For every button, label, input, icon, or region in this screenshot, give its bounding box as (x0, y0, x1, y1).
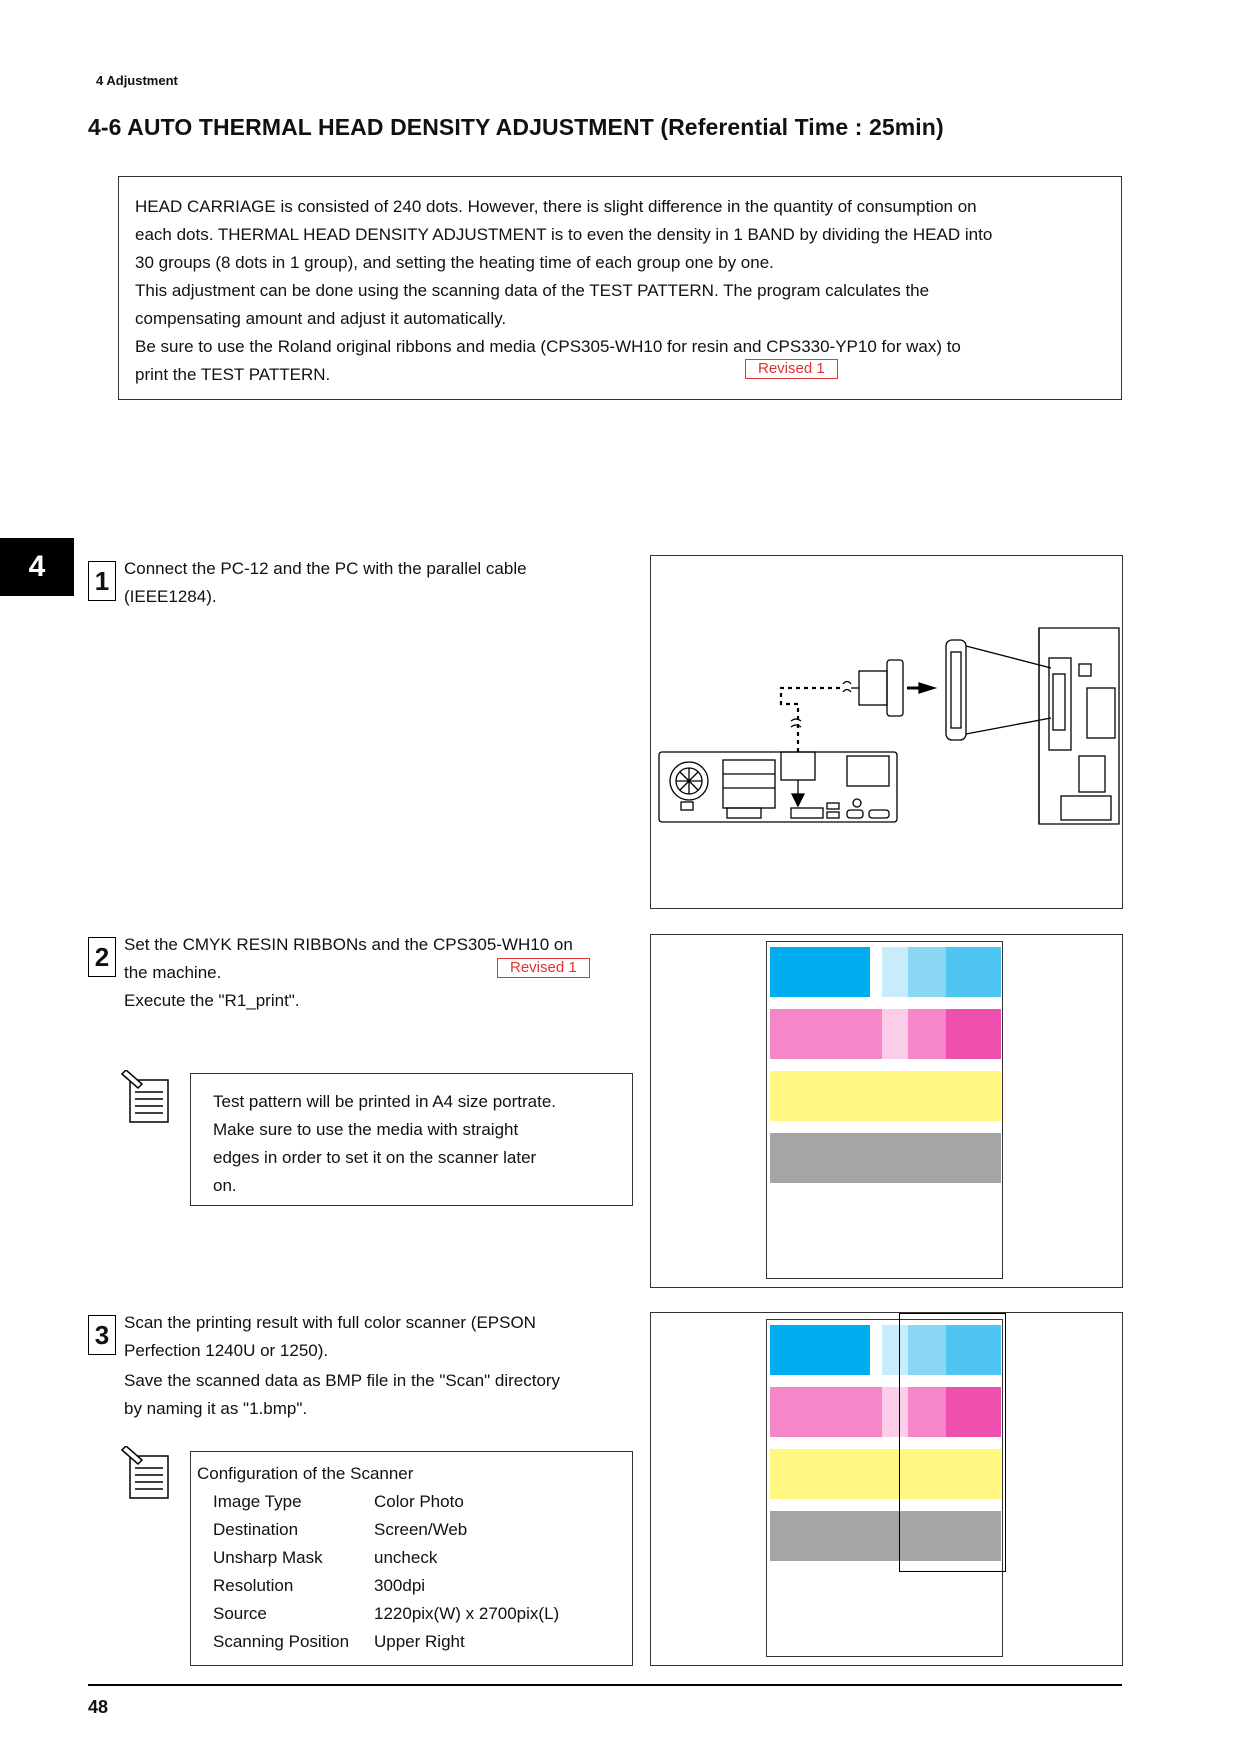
intro-line: each dots. THERMAL HEAD DENSITY ADJUSTMENT is to even the density in 1 BAND by dividing the HEAD into (135, 225, 993, 244)
config-key: Source (213, 1604, 267, 1623)
magenta-band (770, 1009, 882, 1059)
step-line: (IEEE1284). (124, 587, 217, 606)
cyan-light-patch (882, 947, 908, 997)
config-value: uncheck (374, 1548, 438, 1567)
step-line: the machine. (124, 963, 222, 982)
note-line: Make sure to use the media with straight (213, 1120, 519, 1139)
config-value: 300dpi (374, 1576, 426, 1595)
intro-text (135, 193, 1105, 389)
page-number: 48 (88, 1697, 109, 1717)
cyan-dark-patch (946, 947, 1001, 997)
step-line: Save the scanned data as BMP file in the "Scan" directory (124, 1371, 561, 1390)
intro-line: Be sure to use the Roland original ribbons and media (CPS305-WH10 for resin and CPS330-YP10 for wax) to (135, 337, 961, 356)
config-key: Destination (213, 1520, 299, 1539)
note-line: Test pattern will be printed in A4 size portrate. (213, 1092, 557, 1111)
test-pattern-figure (650, 934, 1123, 1288)
intro-line: 30 groups (8 dots in 1 group), and setting the heating time of each group one by one. (135, 253, 774, 272)
footer-rule (88, 1684, 1122, 1686)
step-3-text (124, 1309, 560, 1423)
revised-badge: Revised 1 (745, 359, 838, 379)
step-line: Execute the "R1_print". (124, 991, 300, 1010)
intro-line: This adjustment can be done using the scanning data of the TEST PATTERN. The program calculates the (135, 281, 930, 300)
magenta-band (770, 1387, 882, 1437)
note-line: on. (213, 1176, 237, 1195)
cyan-band (770, 1325, 870, 1375)
scanner-config-box (190, 1451, 633, 1666)
config-value: Screen/Web (374, 1520, 468, 1539)
scan-area-figure (650, 1312, 1123, 1666)
step-number: 2 (88, 937, 116, 977)
config-key: Scanning Position (213, 1632, 350, 1651)
intro-line: print the TEST PATTERN. (135, 365, 331, 384)
config-key: Resolution (213, 1576, 294, 1595)
chapter-tab: 4 (0, 538, 74, 596)
config-key: Image Type (213, 1492, 302, 1511)
memo-icon (118, 1446, 174, 1502)
intro-line: HEAD CARRIAGE is consisted of 240 dots. However, there is slight difference in the quantity of consumption on (135, 197, 977, 216)
scan-region-outline (899, 1313, 1006, 1572)
step-line: Connect the PC-12 and the PC with the parallel cable (124, 559, 527, 578)
magenta-light-patch (882, 1009, 908, 1059)
section-label: 4 Adjustment (96, 73, 178, 88)
pc-printer-connection-illustration (651, 556, 1122, 908)
magenta-dark-patch (946, 1009, 1001, 1059)
step-number: 3 (88, 1315, 116, 1355)
cyan-mid-patch (908, 947, 946, 997)
step-line: by naming it as "1.bmp". (124, 1399, 308, 1418)
magenta-mid-patch (908, 1009, 946, 1059)
print-note (190, 1073, 633, 1206)
step-1-text (124, 555, 527, 611)
note-line: edges in order to set it on the scanner later (213, 1148, 537, 1167)
cyan-band (770, 947, 870, 997)
config-key: Unsharp Mask (213, 1548, 323, 1567)
intro-box (118, 176, 1122, 400)
step-line: Scan the printing result with full color scanner (EPSON (124, 1313, 536, 1332)
page-title: 4-6 AUTO THERMAL HEAD DENSITY ADJUSTMENT (Referential Time : 25min) (88, 114, 944, 140)
yellow-band (770, 1071, 1001, 1121)
step-line: Set the CMYK RESIN RIBBONs and the CPS305-WH10 on (124, 935, 573, 954)
config-title: Configuration of the Scanner (197, 1464, 414, 1483)
config-value: Color Photo (374, 1492, 464, 1511)
revised-badge: Revised 1 (497, 958, 590, 978)
memo-icon (118, 1070, 174, 1126)
config-value: Upper Right (374, 1632, 465, 1651)
test-pattern-sheet (766, 941, 1003, 1279)
step-line: Perfection 1240U or 1250). (124, 1341, 329, 1360)
connection-figure (650, 555, 1123, 909)
black-band (770, 1133, 1001, 1183)
intro-line: compensating amount and adjust it automatically. (135, 309, 507, 328)
config-value: 1220pix(W) x 2700pix(L) (374, 1604, 560, 1623)
step-number: 1 (88, 561, 116, 601)
